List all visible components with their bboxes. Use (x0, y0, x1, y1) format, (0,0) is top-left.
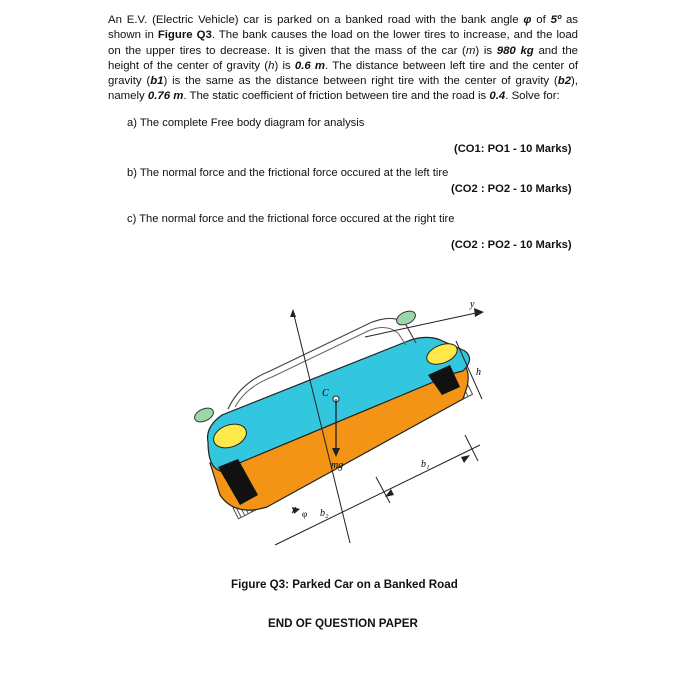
b1-label: b₁ (421, 459, 430, 470)
question-a: a) The complete Free body diagram for analysis (127, 117, 365, 129)
height-symbol: h (268, 59, 275, 72)
left-mirror (192, 405, 215, 424)
b2-symbol: b2 (557, 75, 572, 88)
friction-value: 0.4 (489, 90, 506, 103)
text: . The bank causes the load on the lower tires to increase, and the load on the upper tires to decrease. It is given that the mass of the car ( (108, 29, 579, 57)
distance-value: 0.76 m (147, 90, 184, 103)
vertical-axis-arrow (290, 309, 296, 317)
mass-value: 980 kg (496, 44, 534, 57)
y-axis-arrow (474, 308, 484, 317)
figure-caption: Figure Q3: Parked Car on a Banked Road (231, 578, 458, 591)
height-value: 0.6 m (294, 59, 326, 72)
b1-symbol: b1 (150, 75, 164, 88)
question-b: b) The normal force and the frictional force occured at the left tire (127, 167, 449, 179)
bank-angle-label: φ (302, 509, 308, 519)
y-axis-label: y (470, 299, 475, 310)
car-figure (180, 295, 500, 560)
text: ) is the same as the distance between right tire with the center of gravity ( (163, 75, 558, 88)
text: . The static coefficient of friction between tire and the road is (183, 90, 490, 103)
bank-angle: 5º (550, 14, 562, 26)
text: and the height of the center of gravity ( (108, 44, 578, 72)
text: . Solve for: (505, 90, 560, 103)
end-of-paper: END OF QUESTION PAPER (268, 617, 418, 630)
text: of (531, 14, 551, 26)
text: ) is (274, 59, 295, 72)
text: . The distance between left tire and the center of gravity ( (108, 59, 578, 88)
problem-statement (108, 13, 578, 105)
y-axis-line (365, 313, 476, 337)
question-c: c) The normal force and the frictional force occured at the right tire (127, 213, 455, 225)
text: An E.V. (Electric Vehicle) car is parked on a banked road with the bank angle (108, 14, 524, 26)
cg-label: C (322, 388, 329, 399)
marks-c: (CO2 : PO2 - 10 Marks) (451, 239, 572, 251)
marks-b: (CO2 : PO2 - 10 Marks) (451, 183, 572, 195)
marks-a: (CO1: PO1 - 10 Marks) (454, 143, 572, 155)
h-label: h (476, 367, 481, 378)
text: as shown in (108, 14, 578, 42)
figure-ref: Figure Q3 (157, 29, 212, 42)
text: ) is (475, 44, 497, 57)
right-mirror (394, 308, 417, 327)
weight-label: mg (331, 460, 344, 471)
b2-label: b₂ (320, 508, 329, 519)
text: ), namely (108, 75, 578, 103)
mass-symbol: m (465, 44, 476, 57)
phi-symbol: φ (523, 14, 532, 26)
